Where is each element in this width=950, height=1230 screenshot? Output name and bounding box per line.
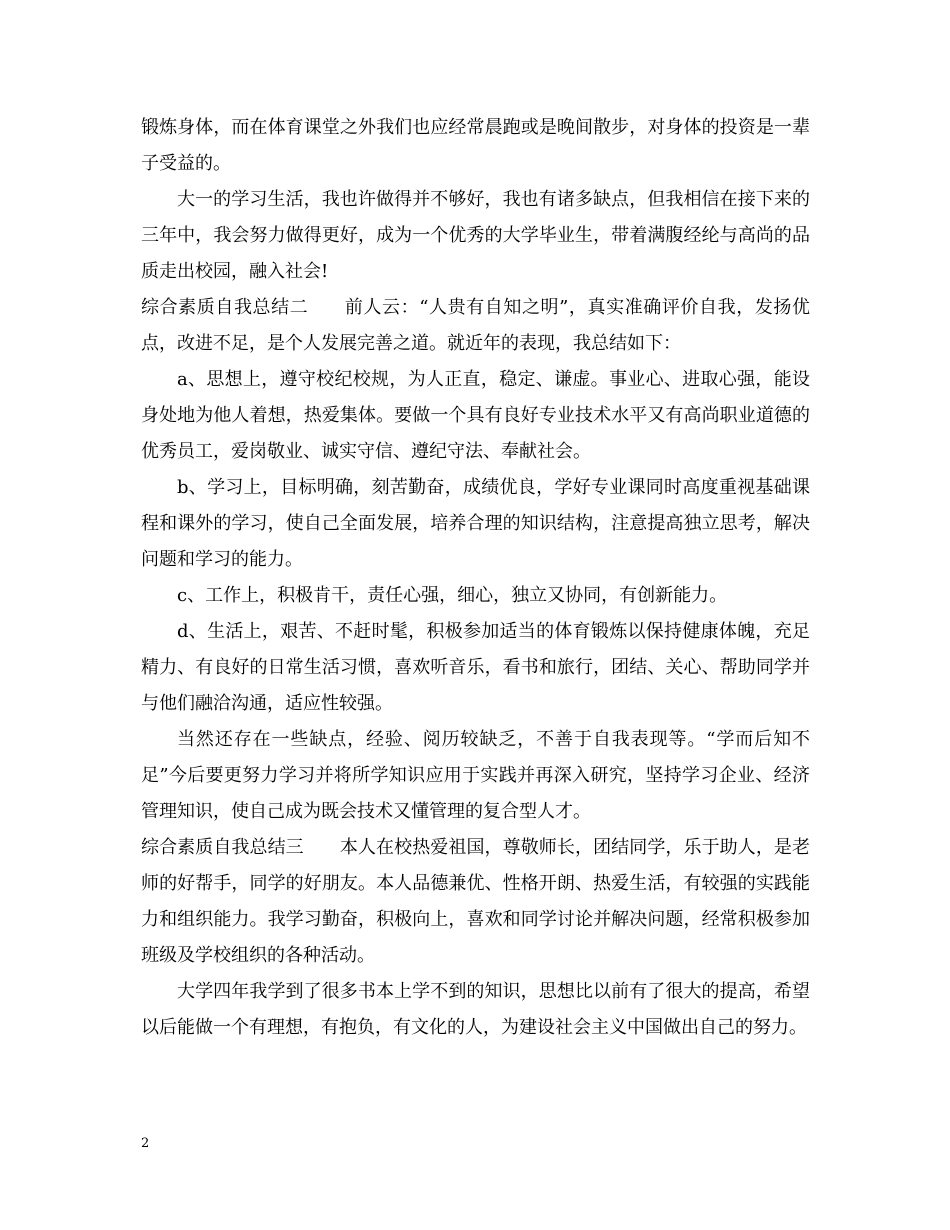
paragraph-life — [141, 614, 810, 722]
paragraph-text: 前人云：“人贵有自知之明”，真实准确评价自我，发扬优点，改进不足，是个人发展完善之道。就近年的表现，我总结如下： — [141, 297, 810, 354]
paragraph-freshman-reflection — [141, 182, 810, 290]
paragraph-university-years — [141, 974, 810, 1046]
paragraph-exercise-continuation — [141, 110, 810, 182]
paragraph-text: a、思想上，遵守校纪校规，为人正直，稳定、谦虚。事业心、进取心强，能设身处地为他人着想，热爱集体。要做一个具有良好专业技术水平又有高尚职业道德的优秀员工，爱岗敬业、诚实守信、遵纪守法、奉献社会。 — [141, 369, 810, 462]
section-summary-three — [141, 830, 810, 974]
document-body — [141, 110, 810, 1046]
paragraph-text: 大学四年我学到了很多书本上学不到的知识，思想比以前有了很大的提高，希望以后能做一个有理想，有抱负，有文化的人，为建设社会主义中国做出自己的努力。 — [141, 981, 810, 1038]
page-number: 2 — [141, 1136, 150, 1151]
paragraph-study — [141, 470, 810, 578]
paragraph-thought — [141, 362, 810, 470]
section-heading: 综合素质自我总结三 — [141, 837, 304, 858]
paragraph-text: 当然还存在一些缺点，经验、阅历较缺乏，不善于自我表现等。“学而后知不足”今后要更努力学习并将所学知识应用于实践并再深入研究，坚持学习企业、经济管理知识，使自己成为既会技术又懂管理的复合型人才。 — [141, 729, 810, 822]
paragraph-text: 大一的学习生活，我也许做得并不够好，我也有诸多缺点，但我相信在接下来的三年中，我会努力做得更好，成为一个优秀的大学毕业生，带着满腹经纶与高尚的品质走出校园，融入社会! — [141, 189, 810, 282]
paragraph-text: b、学习上，目标明确，刻苦勤奋，成绩优良，学好专业课同时高度重视基础课程和课外的学习，使自己全面发展，培养合理的知识结构，注意提高独立思考，解决问题和学习的能力。 — [141, 477, 810, 570]
paragraph-text: 本人在校热爱祖国，尊敬师长，团结同学，乐于助人，是老师的好帮手，同学的好朋友。本人品德兼优、性格开朗、热爱生活，有较强的实践能力和组织能力。我学习勤奋，积极向上，喜欢和同学讨论并解决问题，经常积极参加班级及学校组织的各种活动。 — [141, 837, 811, 966]
paragraph-text: c、工作上，积极肯干，责任心强，细心，独立又协同，有创新能力。 — [177, 585, 728, 606]
paragraph-text: d、生活上，艰苦、不赶时髦，积极参加适当的体育锻炼以保持健康体魄，充足精力、有良好的日常生活习惯，喜欢听音乐，看书和旅行，团结、关心、帮助同学并与他们融洽沟通，适应性较强。 — [141, 621, 810, 714]
section-summary-two — [141, 290, 810, 362]
paragraph-work — [141, 578, 810, 614]
paragraph-shortcomings — [141, 722, 810, 830]
section-heading: 综合素质自我总结二 — [141, 297, 309, 318]
paragraph-text: 锻炼身体，而在体育课堂之外我们也应经常晨跑或是晚间散步，对身体的投资是一辈子受益的。 — [141, 117, 810, 174]
